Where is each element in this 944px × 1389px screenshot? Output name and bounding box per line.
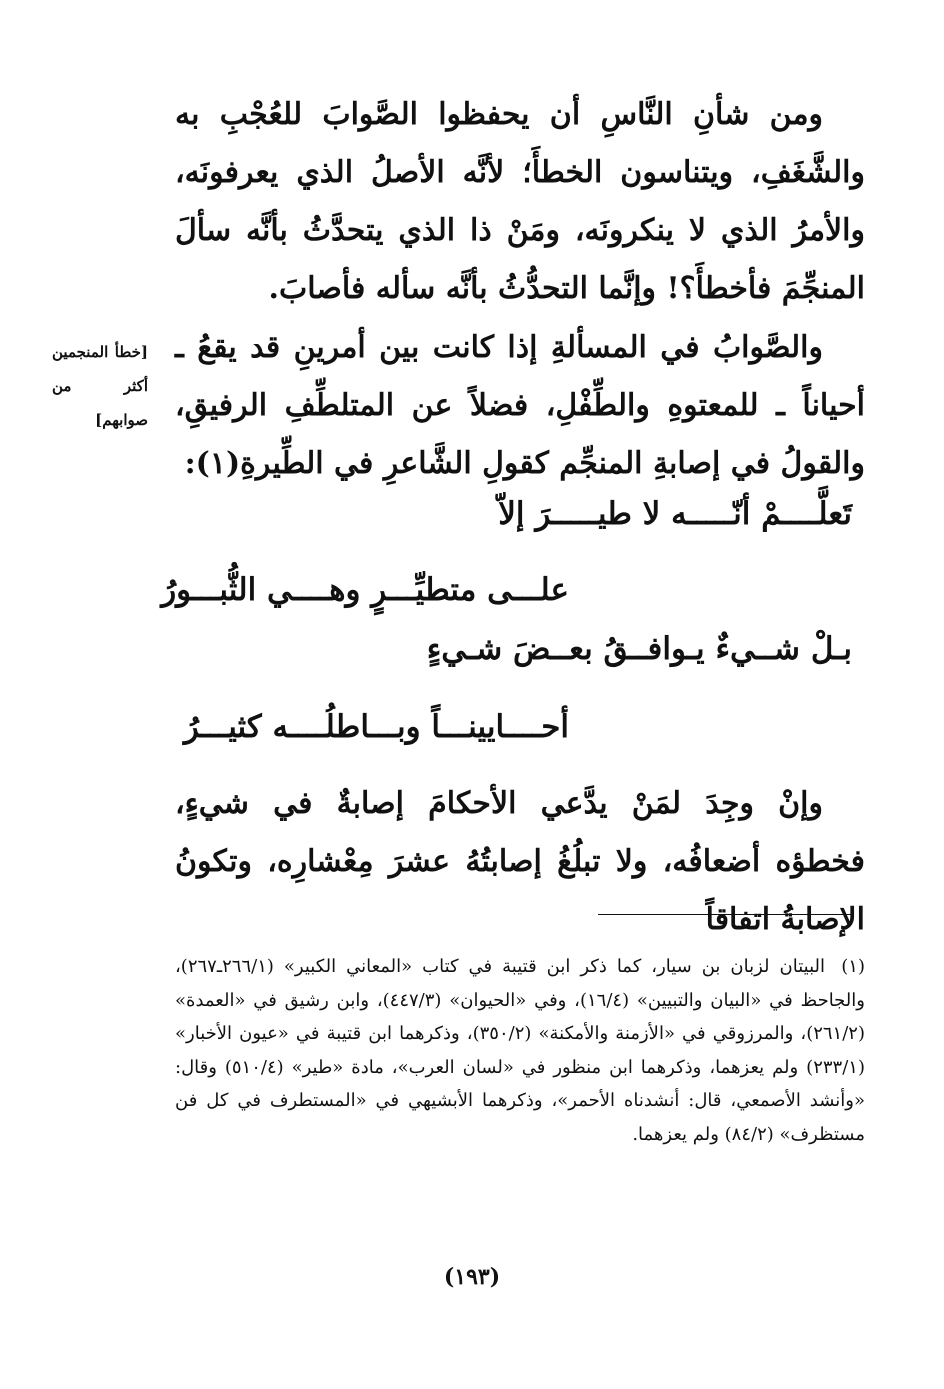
paragraph-text: والصَّوابُ في المسألةِ إذا كانت بين أمرينِ قد يقعُ ـ أحياناً ـ للمعتوهِ والطِّفْلِ، فضلاً عن المتلطِّفِ الرفيقِ، والقولُ في إصابةِ المنجِّم كقولِ الشَّاعرِ في الطِّيرةِ(١): [175, 330, 865, 481]
footnote [175, 950, 865, 1151]
verse-line-1: تَعلَّــــمْ أنّـــــه لا طيـــــرَ إلاّ [498, 496, 852, 532]
verse-line-4: أحــــايينـــاً وبـــاطلُــــه كثيـــرُ [183, 709, 569, 745]
verse-line-2: علـــى متطيِّـــرٍ وهــــي الثُّبـــورُ [161, 572, 569, 608]
page-number: (١٩٣) [443, 1264, 501, 1290]
paragraph-claims [175, 775, 865, 949]
footnote-text: البيتان لزبان بن سيار، كما ذكر ابن قتيبة في كتاب «المعاني الكبير» (٢٦٦/١ـ٢٦٧)، والجاحظ في «البيان والتبيين» (١٦/٤)، وفي «الحيوان» (٤٤٧/٣)، وابن رشيق في «العمدة» (٢٦١/٢)، والمرزوقي في «الأزمنة والأمكنة» (٣٥٠/٢)، وذكرهما ابن قتيبة في «عيون الأخبار» (٢٣٣/١) ولم يعزهما، وذكرهما ابن منظور في «لسان العرب»، مادة «طير» (٥١٠/٤) وقال: «وأنشد الأصمعي، قال: أنشدناه الأحمر»، وذكرهما الأبشيهي في «المستطرف في كل فن مستظرف» (٨٤/٢) ولم يعزهما. [175, 956, 865, 1145]
verse-line-3: بـلْ شــيءٌ يـوافــقُ بعــضَ شـيءٍ [426, 631, 852, 667]
margin-note: [خطأ المنجمين أكثر من صوابهم] [52, 343, 148, 429]
paragraph-correctness [175, 319, 865, 493]
footnote-divider [598, 914, 854, 915]
paragraph-people-remember-correct [175, 86, 865, 318]
paragraph-text: وإنْ وجِدَ لمَنْ يدَّعي الأحكامَ إصابةٌ في شيءٍ، فخطؤه أضعافُه، ولا تبلُغُ إصابتُهُ عشرَ مِعْشارِه، وتكونُ الإصابةُ اتفاقاً [175, 786, 865, 937]
footnote-marker: (١) [841, 956, 865, 977]
paragraph-text: ومن شأنِ النَّاسِ أن يحفظوا الصَّوابَ للعُجْبِ به والشَّغَفِ، ويتناسون الخطأَ؛ لأنَّه الأصلُ الذي يعرفونَه، والأمرُ الذي لا ينكرونَه، ومَنْ ذا الذي يتحدَّثُ بأنَّه سألَ المنجِّمَ فأخطأَ؟! وإنَّما التحدُّثُ بأنَّه سأله فأصابَ. [175, 97, 865, 306]
